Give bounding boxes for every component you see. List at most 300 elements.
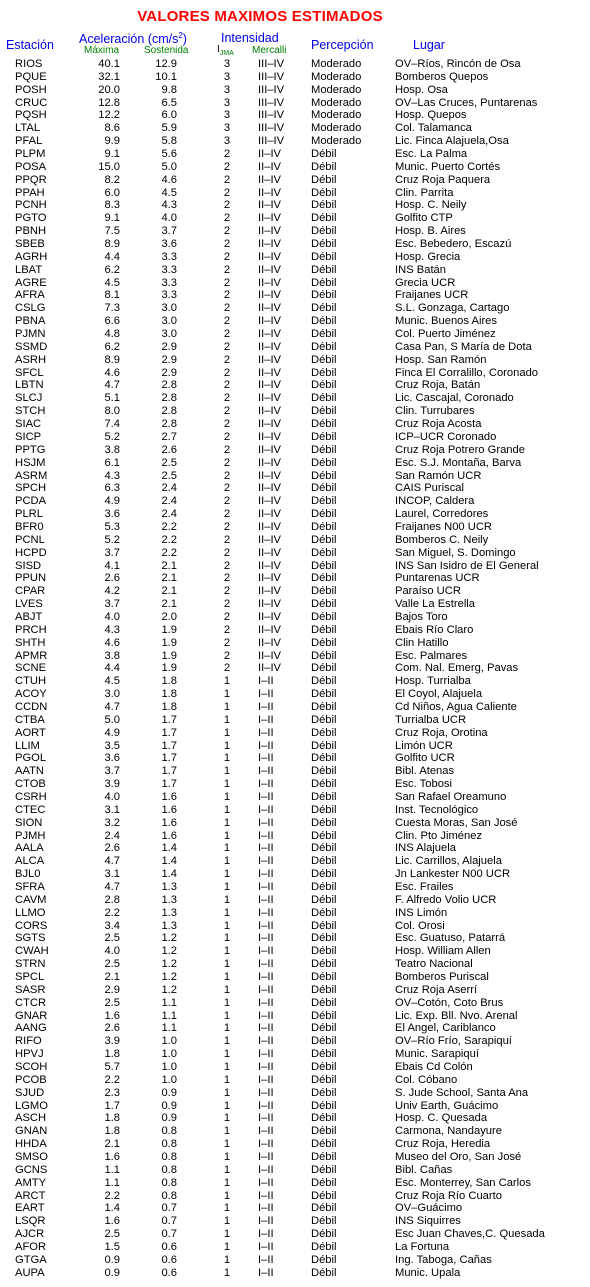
sustained-acceleration: 2.5 [161, 456, 177, 469]
mercalli-intensity: I–II [258, 971, 274, 984]
station-code: CTBA [15, 713, 45, 726]
perception: Débil [311, 559, 337, 572]
location: Lic. Carrillos, Alajuela [395, 855, 502, 868]
location: Puntarenas UCR [395, 572, 480, 585]
location: INCOP, Caldera [395, 495, 475, 508]
perception: Débil [311, 443, 337, 456]
mercalli-intensity: II–IV [258, 482, 282, 495]
header-estacion: Estación [6, 38, 54, 52]
mercalli-intensity: II–IV [258, 520, 282, 533]
table-row [0, 727, 590, 740]
mercalli-intensity: I–II [258, 829, 274, 842]
jma-intensity: 2 [223, 212, 231, 225]
mercalli-intensity: I–II [258, 1086, 274, 1099]
sustained-acceleration: 10.1 [155, 70, 177, 83]
sustained-acceleration: 2.1 [161, 585, 177, 598]
sustained-acceleration: 1.9 [161, 623, 177, 636]
table-row [0, 1177, 590, 1190]
perception: Débil [311, 160, 337, 173]
station-code: LLIM [15, 739, 40, 752]
station-code: AGRE [15, 276, 47, 289]
sustained-acceleration: 1.8 [161, 675, 177, 688]
table-row [0, 778, 590, 791]
table-row [0, 341, 590, 354]
jma-intensity: 1 [223, 1176, 231, 1189]
station-code: CORS [15, 919, 48, 932]
location: Ebais Cd Colón [395, 1061, 473, 1074]
perception: Débil [311, 1163, 337, 1176]
sustained-acceleration: 1.9 [161, 649, 177, 662]
station-code: PCNH [15, 199, 47, 212]
sustained-acceleration: 0.8 [161, 1176, 177, 1189]
jma-intensity: 1 [223, 778, 231, 791]
station-code: PFAL [15, 135, 43, 148]
table-row [0, 1190, 590, 1203]
location: Esc. Palmares [395, 649, 468, 662]
mercalli-intensity: I–II [258, 1241, 274, 1254]
perception: Débil [311, 289, 337, 302]
header-intensidad: Intensidad [221, 31, 279, 45]
perception: Débil [311, 983, 337, 996]
mercalli-intensity: I–II [258, 1151, 274, 1164]
jma-intensity: 2 [223, 610, 231, 623]
page-title: VALORES MAXIMOS ESTIMADOS [137, 8, 383, 25]
mercalli-intensity: I–II [258, 1266, 274, 1279]
mercalli-intensity: II–IV [258, 186, 282, 199]
perception: Débil [311, 572, 337, 585]
sustained-acceleration: 0.8 [161, 1138, 177, 1151]
jma-intensity: 2 [223, 508, 231, 521]
perception: Débil [311, 148, 337, 161]
sustained-acceleration: 1.1 [161, 1009, 177, 1022]
table-row [0, 174, 590, 187]
jma-intensity: 1 [223, 1189, 231, 1202]
mercalli-intensity: II–IV [258, 469, 282, 482]
station-code: GCNS [15, 1163, 48, 1176]
location: El Angel, Cariblanco [395, 1022, 496, 1035]
max-acceleration: 5.0 [104, 713, 120, 726]
location: Cruz Roja, Batán [395, 379, 481, 392]
mercalli-intensity: II–IV [258, 160, 282, 173]
table-row [0, 752, 590, 765]
table-row [0, 791, 590, 804]
station-code: SSMD [15, 340, 48, 353]
sustained-acceleration: 2.4 [161, 508, 177, 521]
max-acceleration: 2.2 [104, 1189, 120, 1202]
perception: Débil [311, 1112, 337, 1125]
location: Esc. Guatuso, Patarrá [395, 932, 506, 945]
table-row [0, 1100, 590, 1113]
location: Golfito UCR [395, 752, 455, 765]
sustained-acceleration: 1.7 [161, 713, 177, 726]
mercalli-intensity: I–II [258, 739, 274, 752]
table-row [0, 932, 590, 945]
table-row [0, 1048, 590, 1061]
perception: Débil [311, 713, 337, 726]
location: Bajos Toro [395, 610, 448, 623]
station-code: CRUC [15, 96, 48, 109]
station-code: ASRH [15, 353, 47, 366]
jma-intensity: 2 [223, 392, 231, 405]
sustained-acceleration: 1.2 [161, 971, 177, 984]
location: Esc. S.J. Montaña, Barva [395, 456, 522, 469]
perception: Débil [311, 456, 337, 469]
mercalli-intensity: I–II [258, 1189, 274, 1202]
jma-intensity: 1 [223, 1266, 231, 1279]
station-code: SJUD [15, 1086, 45, 1099]
location: OV–Río Frío, Sarapiquí [395, 1035, 512, 1048]
mercalli-intensity: II–IV [258, 353, 282, 366]
mercalli-intensity: III–IV [258, 135, 285, 148]
jma-intensity: 2 [223, 572, 231, 585]
jma-intensity: 1 [223, 855, 231, 868]
table-row [0, 161, 590, 174]
location: Hosp. William Allen [395, 945, 491, 958]
header-aceleracion: Aceleración $(cm/s^2)$ [79, 31, 187, 47]
table-row [0, 920, 590, 933]
station-code: CCDN [15, 700, 48, 713]
perception: Débil [311, 1099, 337, 1112]
mercalli-intensity: I–II [258, 675, 274, 688]
location: Esc. Frailes [395, 881, 454, 893]
jma-intensity: 1 [223, 868, 231, 881]
station-code: SCOH [15, 1061, 48, 1074]
jma-intensity: 2 [223, 263, 231, 276]
max-acceleration: 4.1 [104, 559, 120, 572]
jma-intensity: 2 [223, 199, 231, 212]
station-code: PBNA [15, 315, 46, 328]
max-acceleration: 4.0 [104, 790, 120, 803]
jma-intensity: 1 [223, 919, 231, 932]
table-row [0, 302, 590, 315]
station-code: PPUN [15, 572, 47, 585]
jma-intensity: 2 [223, 418, 231, 431]
jma-intensity: 3 [223, 122, 231, 135]
sustained-acceleration: 0.6 [161, 1241, 177, 1254]
sustained-acceleration: 2.8 [161, 379, 177, 392]
location: Esc. Monterrey, San Carlos [395, 1176, 531, 1189]
max-acceleration: 12.8 [98, 96, 120, 109]
table-row [0, 225, 590, 238]
sustained-acceleration: 5.6 [161, 148, 177, 161]
location: Hosp. San Ramón [395, 353, 487, 366]
station-code: HSJM [15, 456, 46, 469]
jma-intensity: 2 [223, 405, 231, 418]
perception: Débil [311, 263, 337, 276]
location: S. Jude School, Santa Ana [395, 1086, 529, 1099]
table-row [0, 251, 590, 264]
perception: Débil [311, 778, 337, 791]
perception: Débil [311, 173, 337, 186]
station-code: CAVM [15, 893, 47, 906]
table-row [0, 1215, 590, 1228]
sustained-acceleration: 1.2 [161, 983, 177, 996]
mercalli-intensity: I–II [258, 906, 274, 919]
mercalli-intensity: II–IV [258, 405, 282, 418]
header-sostenida: Sostenida [144, 45, 189, 56]
table-row [0, 1087, 590, 1100]
mercalli-intensity: II–IV [258, 315, 282, 328]
jma-intensity: 2 [223, 186, 231, 199]
mercalli-intensity: III–IV [258, 70, 285, 83]
max-acceleration: 4.9 [104, 495, 120, 508]
sustained-acceleration: 1.9 [161, 636, 177, 649]
perception: Débil [311, 623, 337, 636]
jma-intensity: 1 [223, 842, 231, 855]
sustained-acceleration: 3.3 [161, 276, 177, 289]
location: Univ Earth, Guácimo [395, 1099, 499, 1112]
mercalli-intensity: I–II [258, 868, 274, 881]
location: Hosp. C. Quesada [395, 1112, 488, 1125]
jma-intensity: 1 [223, 688, 231, 701]
jma-intensity: 3 [223, 109, 231, 122]
max-acceleration: 2.8 [104, 893, 120, 906]
jma-intensity: 1 [223, 1215, 231, 1228]
sustained-acceleration: 0.9 [161, 1099, 177, 1112]
station-code: LBAT [15, 263, 43, 276]
sustained-acceleration: 1.1 [161, 996, 177, 1009]
sustained-acceleration: 6.0 [161, 109, 177, 122]
perception: Débil [311, 1022, 337, 1035]
perception: Débil [311, 688, 337, 701]
sustained-acceleration: 3.3 [161, 289, 177, 302]
sustained-acceleration: 1.2 [161, 945, 177, 958]
max-acceleration: 4.3 [104, 469, 120, 482]
mercalli-intensity: I–II [258, 983, 274, 996]
max-acceleration: 1.4 [104, 1202, 120, 1215]
jma-intensity: 1 [223, 739, 231, 752]
sustained-acceleration: 1.7 [161, 752, 177, 765]
jma-intensity: 1 [223, 1061, 231, 1074]
table-row [0, 971, 590, 984]
sustained-acceleration: 1.9 [161, 662, 177, 675]
location: Clin Hatillo [395, 636, 449, 649]
sustained-acceleration: 0.9 [161, 1112, 177, 1125]
sustained-acceleration: 1.7 [161, 778, 177, 791]
jma-intensity: 1 [223, 765, 231, 778]
location: Cd Niños, Agua Caliente [395, 700, 517, 713]
mercalli-intensity: III–IV [258, 109, 285, 122]
station-code: EART [15, 1202, 45, 1215]
location: San Rafael Oreamuno [395, 790, 507, 803]
mercalli-intensity: I–II [258, 1253, 274, 1266]
table-row [0, 289, 590, 302]
station-code: BJL0 [15, 868, 41, 881]
location: Hosp. C. Neily [395, 199, 467, 212]
station-code: SPCH [15, 482, 47, 495]
jma-intensity: 2 [223, 315, 231, 328]
location: Inst. Tecnológico [395, 803, 479, 816]
location: OV–Cotón, Coto Brus [395, 996, 504, 1009]
table-row [0, 855, 590, 868]
max-acceleration: 5.3 [104, 520, 120, 533]
location: Hosp. B. Aires [395, 225, 466, 238]
sustained-acceleration: 2.2 [161, 520, 177, 533]
perception: Débil [311, 430, 337, 443]
mercalli-intensity: II–IV [258, 173, 282, 186]
station-code: AFOR [15, 1241, 47, 1254]
perception: Débil [311, 328, 337, 341]
sustained-acceleration: 4.3 [161, 199, 177, 212]
mercalli-intensity: I–II [258, 1112, 274, 1125]
perception: Débil [311, 212, 337, 225]
table-row [0, 907, 590, 920]
perception: Débil [311, 340, 337, 353]
mercalli-intensity: II–IV [258, 392, 282, 405]
mercalli-intensity: II–IV [258, 328, 282, 341]
location: F. Alfredo Volio UCR [395, 893, 497, 906]
sustained-acceleration: 1.2 [161, 958, 177, 971]
mercalli-intensity: I–II [258, 726, 274, 739]
perception: Débil [311, 379, 337, 392]
sustained-acceleration: 0.7 [161, 1202, 177, 1215]
perception: Débil [311, 1176, 337, 1189]
location: Ing. Taboga, Cañas [395, 1253, 492, 1266]
location: Carmona, Nandayure [395, 1125, 502, 1138]
perception: Débil [311, 186, 337, 199]
sustained-acceleration: 1.7 [161, 739, 177, 752]
table-row [0, 547, 590, 560]
jma-intensity: 1 [223, 945, 231, 958]
max-acceleration: 3.7 [104, 546, 120, 559]
max-acceleration: 9.9 [104, 135, 120, 148]
jma-intensity: 2 [223, 340, 231, 353]
location: Bomberos Puriscal [395, 971, 489, 984]
perception: Débil [311, 996, 337, 1009]
mercalli-intensity: II–IV [258, 559, 282, 572]
sustained-acceleration: 2.2 [161, 533, 177, 546]
location: Valle La Estrella [395, 598, 476, 611]
max-acceleration: 32.1 [98, 70, 120, 83]
jma-intensity: 2 [223, 430, 231, 443]
mercalli-intensity: II–IV [258, 495, 282, 508]
max-acceleration: 1.6 [104, 1215, 120, 1228]
location: OV–Guácimo [395, 1202, 463, 1215]
table-row [0, 598, 590, 611]
station-code: AJCR [15, 1228, 45, 1241]
table-row [0, 148, 590, 161]
perception: Débil [311, 533, 337, 546]
perception: Débil [311, 1061, 337, 1074]
station-code: SICP [15, 430, 42, 443]
max-acceleration: 4.4 [104, 250, 120, 263]
sustained-acceleration: 1.4 [161, 842, 177, 855]
max-acceleration: 9.1 [104, 148, 120, 161]
table-row [0, 379, 590, 392]
table-row [0, 1254, 590, 1267]
mercalli-intensity: I–II [258, 1073, 274, 1086]
table-row [0, 187, 590, 200]
perception: Débil [311, 1048, 337, 1061]
perception: Débil [311, 495, 337, 508]
station-code: GTGA [15, 1253, 47, 1266]
jma-intensity: 2 [223, 533, 231, 546]
table-row [0, 277, 590, 290]
sustained-acceleration: 0.7 [161, 1228, 177, 1241]
header-i-jma: $I_{JMA}$ [217, 44, 234, 57]
table-row [0, 1061, 590, 1074]
station-code: AFRA [15, 289, 45, 302]
sustained-acceleration: 3.0 [161, 302, 177, 315]
station-code: PBNH [15, 225, 47, 238]
max-acceleration: 3.8 [104, 443, 120, 456]
perception: Débil [311, 276, 337, 289]
jma-intensity: 1 [223, 1163, 231, 1176]
table-row [0, 701, 590, 714]
station-code: CTUH [15, 675, 47, 688]
location: Cruz Roja Río Cuarto [395, 1189, 502, 1202]
station-code: ALCA [15, 855, 45, 868]
max-acceleration: 1.8 [104, 1125, 120, 1138]
station-code: STRN [15, 958, 46, 971]
location: Clin. Parrita [395, 186, 454, 199]
jma-intensity: 2 [223, 559, 231, 572]
table-row [0, 84, 590, 97]
mercalli-intensity: II–IV [258, 225, 282, 238]
table-row [0, 1138, 590, 1151]
max-acceleration: 8.3 [104, 199, 120, 212]
mercalli-intensity: II–IV [258, 610, 282, 623]
table-row [0, 1125, 590, 1138]
sustained-acceleration: 1.1 [161, 1022, 177, 1035]
jma-intensity: 1 [223, 1138, 231, 1151]
table-row [0, 1151, 590, 1164]
perception: Débil [311, 1035, 337, 1048]
perception: Débil [311, 238, 337, 251]
table-row [0, 1112, 590, 1125]
max-acceleration: 3.6 [104, 752, 120, 765]
location: Cruz Roja Acosta [395, 418, 482, 431]
max-acceleration: 2.1 [104, 971, 120, 984]
jma-intensity: 1 [223, 675, 231, 688]
table-row [0, 482, 590, 495]
table-row [0, 405, 590, 418]
sustained-acceleration: 9.8 [161, 83, 177, 96]
location: San Miguel, S. Domingo [395, 546, 516, 559]
perception: Débil [311, 199, 337, 212]
table-row [0, 662, 590, 675]
station-code: POSH [15, 83, 47, 96]
sustained-acceleration: 3.0 [161, 315, 177, 328]
max-acceleration: 4.7 [104, 379, 120, 392]
perception: Débil [311, 636, 337, 649]
station-code: SION [15, 816, 43, 829]
perception: Débil [311, 958, 337, 971]
jma-intensity: 2 [223, 520, 231, 533]
max-acceleration: 8.2 [104, 173, 120, 186]
perception: Débil [311, 482, 337, 495]
max-acceleration: 4.7 [104, 881, 120, 893]
mercalli-intensity: II–IV [258, 418, 282, 431]
jma-intensity: 1 [223, 906, 231, 919]
jma-intensity: 2 [223, 482, 231, 495]
perception: Débil [311, 366, 337, 379]
location: S.L. Gonzaga, Cartago [395, 302, 510, 315]
jma-intensity: 1 [223, 1241, 231, 1254]
location: Com. Nal. Emerg, Pavas [395, 662, 519, 675]
station-code: GNAN [15, 1125, 48, 1138]
location: El Coyol, Alajuela [395, 688, 483, 701]
table-row [0, 997, 590, 1010]
jma-intensity: 2 [223, 456, 231, 469]
perception: Débil [311, 726, 337, 739]
sustained-acceleration: 4.0 [161, 212, 177, 225]
table-row [0, 804, 590, 817]
station-table [0, 58, 590, 1280]
perception: Débil [311, 1241, 337, 1254]
jma-intensity: 2 [223, 443, 231, 456]
jma-intensity: 1 [223, 1009, 231, 1022]
